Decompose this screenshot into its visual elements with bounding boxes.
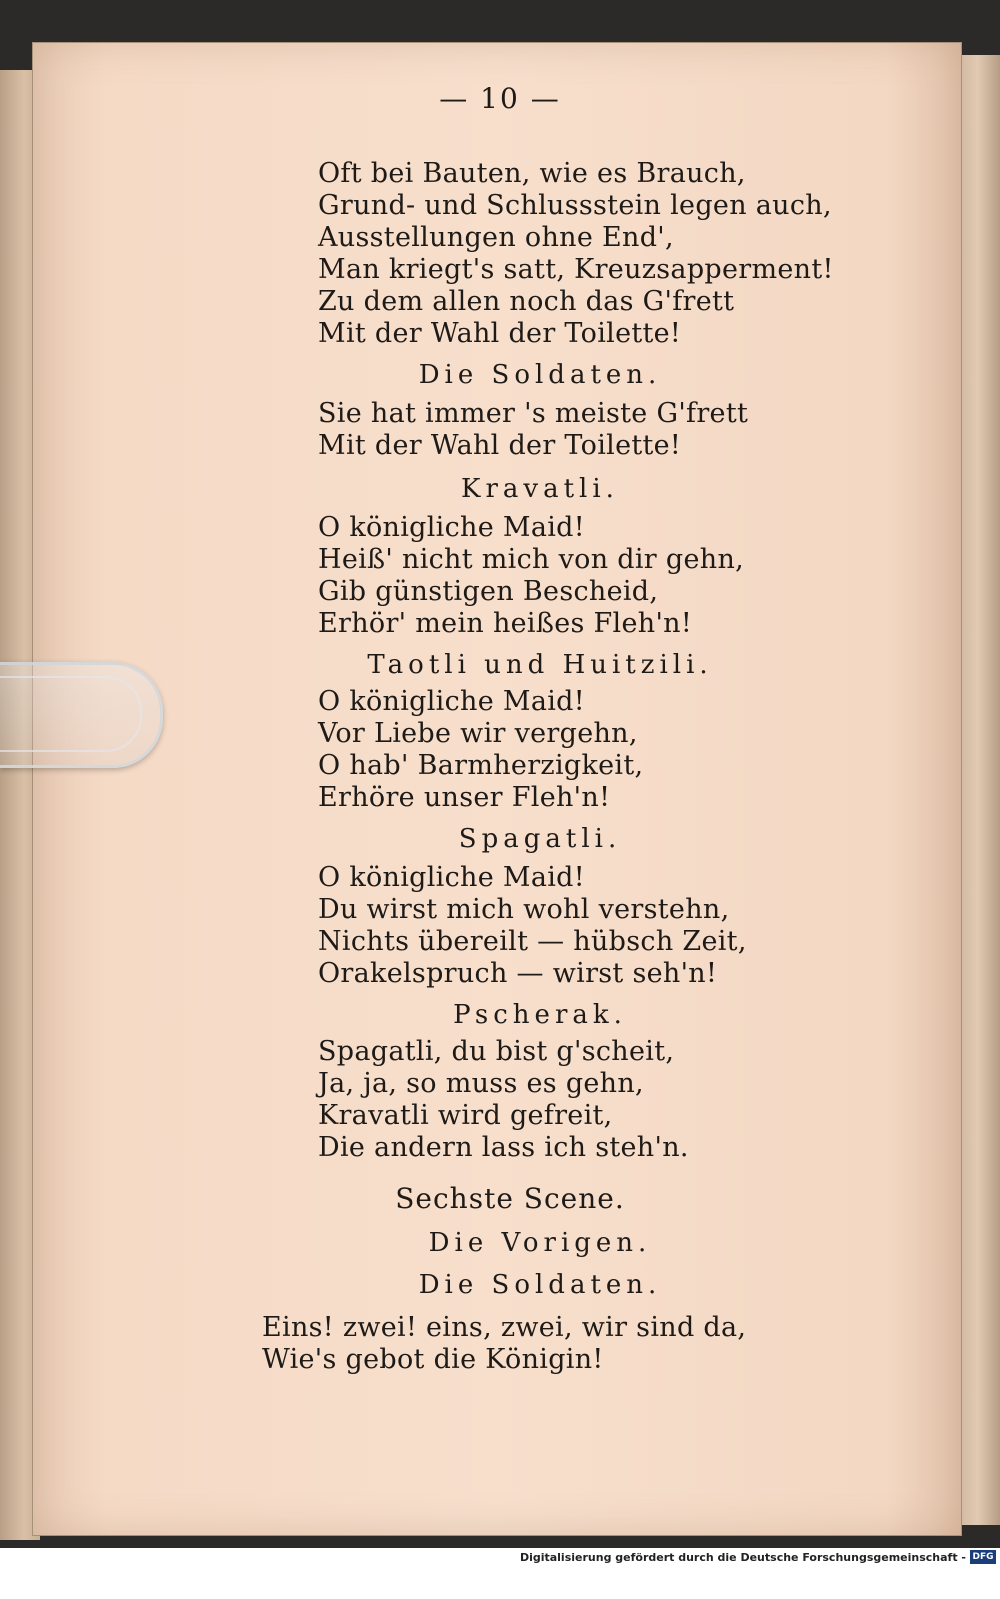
verse-line: O königliche Maid! <box>318 512 585 543</box>
verse-line: Die andern lass ich steh'n. <box>318 1132 689 1163</box>
scene-heading: Sechste Scene. <box>395 1182 625 1215</box>
verse-line: Sie hat immer 's meiste G'frett <box>318 398 749 429</box>
verse-line: Gib günstigen Bescheid, <box>318 576 659 607</box>
verse-line: Orakelspruch — wirst seh'n! <box>318 958 718 989</box>
dfg-logo: DFG <box>970 1550 996 1564</box>
verse-line: Heiß' nicht mich von dir gehn, <box>318 544 745 575</box>
verse-line: Zu dem allen noch das G'frett <box>318 286 735 317</box>
verse-line: Erhöre unser Fleh'n! <box>318 782 611 813</box>
verse-line: Ja, ja, so muss es gehn, <box>318 1068 644 1099</box>
verse-line: Grund- und Schlussstein legen auch, <box>318 190 832 221</box>
verse-line: Kravatli wird gefreit, <box>318 1100 613 1131</box>
verse-line: Man kriegt's satt, Kreuzsapperment! <box>318 254 834 285</box>
verse-line: Erhör' mein heißes Fleh'n! <box>318 608 693 639</box>
verse-line: Ausstellungen ohne End', <box>318 222 674 253</box>
speaker-label: Taotli und Huitzili. <box>367 650 713 680</box>
speaker-label: Spagatli. <box>458 824 622 854</box>
speaker-label: Die Soldaten. <box>418 1270 662 1300</box>
stage-direction: Die Vorigen. <box>428 1228 652 1258</box>
speaker-label: Kravatli. <box>461 474 619 504</box>
verse-line: Mit der Wahl der Toilette! <box>318 430 682 461</box>
verse-line: Mit der Wahl der Toilette! <box>318 318 682 349</box>
verse-line: Wie's gebot die Königin! <box>262 1344 604 1375</box>
verse-line: O königliche Maid! <box>318 862 585 893</box>
verse-line: O hab' Barmherzigkeit, <box>318 750 644 781</box>
verse-line: Spagatli, du bist g'scheit, <box>318 1036 675 1067</box>
page-number: — 10 — <box>439 82 561 115</box>
verse-line: O königliche Maid! <box>318 686 585 717</box>
speaker-label: Die Soldaten. <box>418 360 662 390</box>
verse-line: Eins! zwei! eins, zwei, wir sind da, <box>262 1312 747 1343</box>
funding-credit: Digitalisierung gefördert durch die Deutsche Forschungsgemeinschaft - <box>519 1551 966 1564</box>
verse-line: Nichts übereilt — hübsch Zeit, <box>318 926 747 957</box>
verse-line: Oft bei Bauten, wie es Brauch, <box>318 158 746 189</box>
speaker-label: Pscherak. <box>453 1000 627 1030</box>
verse-line: Du wirst mich wohl verstehn, <box>318 894 730 925</box>
paper-clip-inner <box>0 676 142 752</box>
verse-line: Vor Liebe wir vergehn, <box>318 718 638 749</box>
